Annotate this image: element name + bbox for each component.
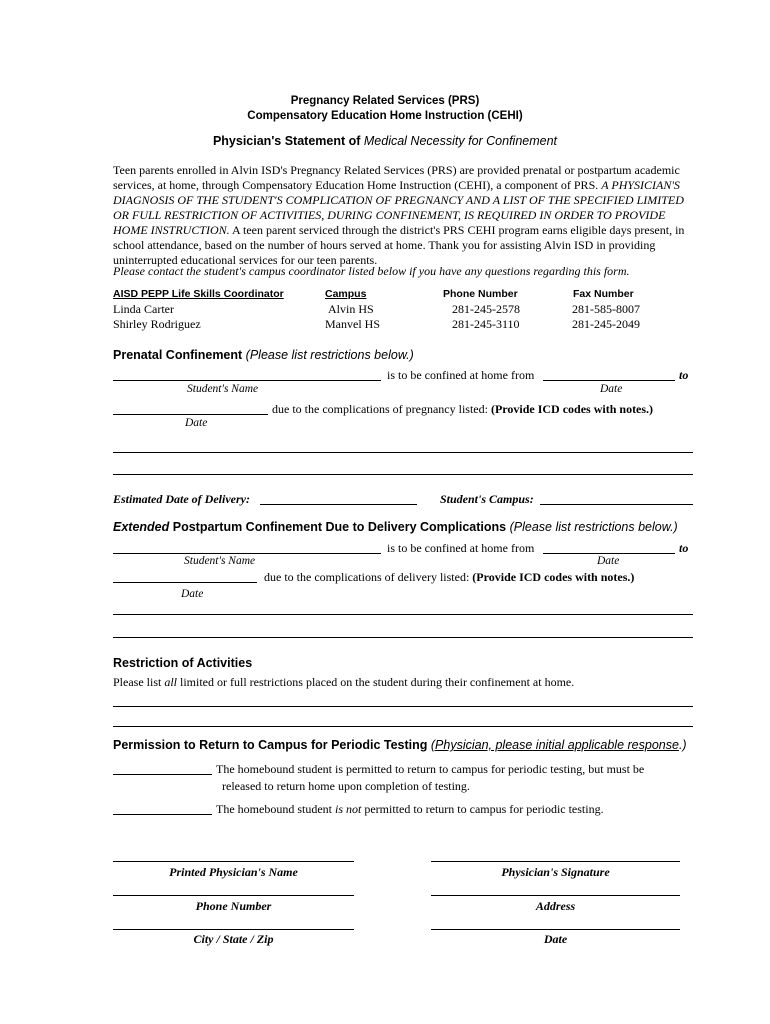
- postpartum-title-italic: Extended: [113, 520, 170, 534]
- city-state-zip-field[interactable]: [113, 929, 354, 930]
- prenatal-from-date-field[interactable]: [543, 380, 675, 381]
- permission-title-note: (Physician, please initial applicable response: [430, 738, 679, 752]
- postpartum-date-label: Date: [597, 555, 620, 567]
- postpartum-confined-text: is to be confined at home from: [387, 541, 535, 555]
- prenatal-complications-label: due to the complications of pregnancy listed:: [272, 402, 491, 416]
- prenatal-date-label: Date: [600, 383, 623, 395]
- postpartum-complications-label: due to the complications of delivery listed:: [264, 570, 473, 584]
- postpartum-icd-note: (Provide ICD codes with notes.): [472, 570, 635, 584]
- intro-text-1: Teen parents enrolled in Alvin ISD's Pregnancy Related Services (PRS) are provided prenatal or postpartum academic services, at home, through Compensatory Education Home Instruction (CEHI), a component of PRS.: [113, 163, 680, 192]
- postpartum-section-title: [113, 520, 678, 534]
- coordinator-phone: 281-245-2578: [452, 302, 520, 316]
- intro-requirement-text: A PHYSICIAN'S DIAGNOSIS OF THE STUDENT'S COMPLICATION OF PREGNANCY AND A LIST OF THE SPECIFIED LIMITED OR FULL RESTRICTION OF ACTIVITIES, DURING CONFINEMENT, IS REQUIRED IN ORDER TO PROVIDE HOME INSTRUCTION.: [113, 178, 684, 237]
- prenatal-section-title: [113, 348, 414, 362]
- prenatal-student-name-field[interactable]: [113, 380, 381, 381]
- campus-header: Campus: [325, 288, 367, 300]
- permission-section-title: [113, 738, 687, 752]
- permission-option2-initial-field[interactable]: [113, 814, 212, 815]
- postpartum-date2-label: Date: [181, 588, 204, 600]
- permission-option2-a: The homebound student: [216, 802, 335, 816]
- postpartum-title: Postpartum Confinement Due to Delivery Complications: [169, 520, 510, 534]
- restriction-text-a: Please list: [113, 675, 165, 689]
- form-title-italic: Medical Necessity for Confinement: [363, 134, 558, 148]
- printed-name-field[interactable]: [113, 861, 354, 862]
- permission-title-end: .): [678, 738, 687, 752]
- permission-option1-initial-field[interactable]: [113, 774, 212, 775]
- permission-option1-text: The homebound student is permitted to return to campus for periodic testing, but must be: [216, 762, 645, 776]
- delivery-date-label: Estimated Date of Delivery:: [113, 492, 250, 506]
- prenatal-to-label: to: [679, 368, 689, 382]
- student-campus-field[interactable]: [540, 504, 693, 505]
- prenatal-icd-note: (Provide ICD codes with notes.): [490, 402, 654, 416]
- address-label: Address: [535, 899, 576, 913]
- prenatal-complications-text: [272, 402, 653, 417]
- phone-header: Phone Number: [443, 288, 518, 300]
- city-state-zip-label: City / State / Zip: [193, 932, 274, 946]
- postpartum-title-note: (Please list restrictions below.): [509, 520, 678, 534]
- form-title: [0, 134, 770, 148]
- coordinator-header: AISD PEPP Life Skills Coordinator: [113, 288, 284, 300]
- postpartum-student-name-field[interactable]: [113, 553, 381, 554]
- coordinator-campus: Alvin HS: [328, 302, 374, 316]
- student-campus-label: Student's Campus:: [440, 492, 534, 506]
- prenatal-confined-text: is to be confined at home from: [387, 368, 535, 382]
- permission-option2-text: [216, 802, 604, 817]
- form-title-prefix: Physician's Statement of: [212, 134, 364, 148]
- intro-paragraph: [113, 163, 693, 268]
- coordinator-fax: 281-245-2049: [572, 317, 640, 331]
- coordinator-name: Shirley Rodriguez: [113, 317, 201, 331]
- physician-signature-label: Physician's Signature: [501, 865, 610, 879]
- restriction-line-2[interactable]: [113, 726, 693, 727]
- postpartum-to-label: to: [679, 541, 689, 555]
- prenatal-title-note: (Please list restrictions below.): [245, 348, 414, 362]
- permission-option2-not: is not: [334, 802, 362, 816]
- permission-option1-text-cont: released to return home upon completion of testing.: [222, 779, 470, 793]
- phone-number-label: Phone Number: [195, 899, 272, 913]
- restriction-line-1[interactable]: [113, 706, 693, 707]
- restriction-text-b: limited or full restrictions placed on the student during their confinement at home.: [177, 675, 575, 689]
- address-field[interactable]: [431, 895, 680, 896]
- form-header-line1: Pregnancy Related Services (PRS): [290, 95, 480, 107]
- prenatal-title: Prenatal Confinement: [113, 348, 246, 362]
- postpartum-complications-text: [264, 570, 634, 585]
- fax-header: Fax Number: [573, 288, 634, 300]
- postpartum-from-date-field[interactable]: [543, 553, 675, 554]
- coordinator-campus: Manvel HS: [325, 317, 380, 331]
- signature-date-field[interactable]: [431, 929, 680, 930]
- restriction-instructions: [113, 675, 574, 690]
- postpartum-restriction-line-1[interactable]: [113, 614, 693, 615]
- signature-date-label: Date: [543, 932, 568, 946]
- coordinator-fax: 281-585-8007: [572, 302, 640, 316]
- postpartum-student-name-label: Student's Name: [184, 555, 256, 567]
- delivery-date-field[interactable]: [260, 504, 417, 505]
- permission-option2-b: permitted to return to campus for periodic testing.: [361, 802, 604, 816]
- contact-note: Please contact the student's campus coordinator listed below if you have any questions regarding this form.: [113, 264, 630, 278]
- prenatal-date2-label: Date: [185, 417, 208, 429]
- restriction-text-all: all: [164, 675, 177, 689]
- intro-text-2: A teen parent serviced through the district's PRS CEHI program earns eligible days present, in school attendance, based on the number of hours served at home. Thank you for assisting Alvin ISD in providing uninterrupted educational services for our teen parents.: [113, 223, 685, 267]
- prenatal-restriction-line-2[interactable]: [113, 474, 693, 475]
- permission-title: Permission to Return to Campus for Periodic Testing: [113, 738, 431, 752]
- postpartum-restriction-line-2[interactable]: [113, 637, 693, 638]
- phone-number-field[interactable]: [113, 895, 354, 896]
- prenatal-complication-date-field[interactable]: [113, 414, 268, 415]
- postpartum-complication-date-field[interactable]: [113, 582, 257, 583]
- form-header-line2: Compensatory Education Home Instruction (CEHI): [247, 110, 523, 122]
- prenatal-student-name-label: Student's Name: [187, 383, 259, 395]
- coordinator-phone: 281-245-3110: [452, 317, 520, 331]
- physician-signature-field[interactable]: [431, 861, 680, 862]
- prenatal-restriction-line-1[interactable]: [113, 452, 693, 453]
- coordinator-name: Linda Carter: [113, 302, 174, 316]
- restriction-section-title: Restriction of Activities: [113, 656, 253, 670]
- printed-name-label: Printed Physician's Name: [169, 865, 298, 879]
